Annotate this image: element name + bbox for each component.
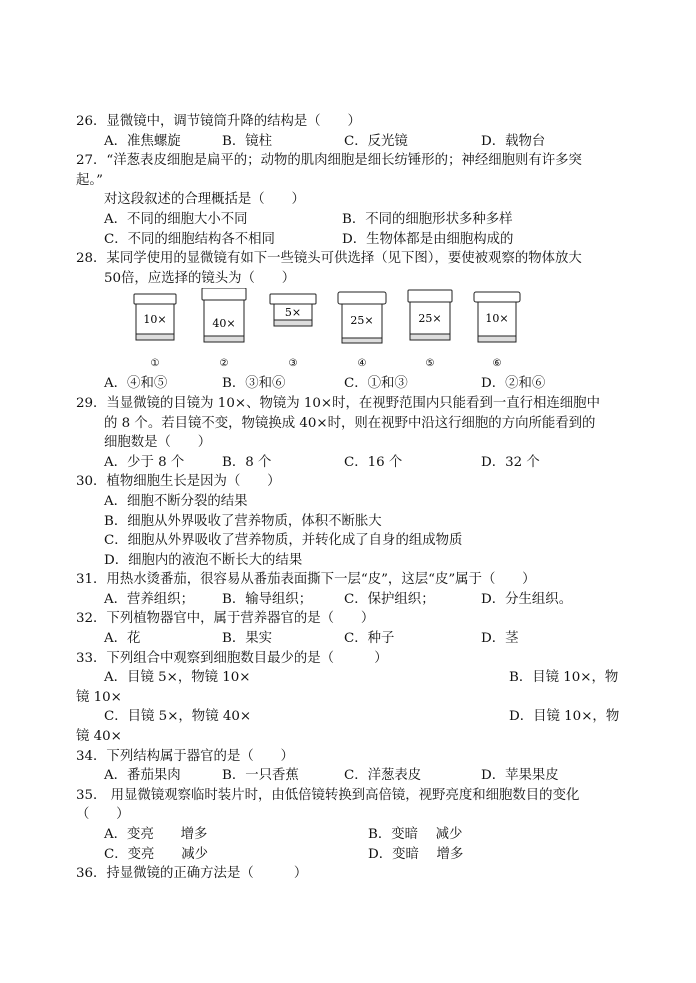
question-35-stem-line1: 35． 用显微镜观察临时装片时，由低倍镜转换到高倍镜，视野亮度和细胞数目的变化 — [76, 787, 580, 803]
q35-option-a: A．变亮 增多 — [104, 827, 208, 842]
question-26-stem: 26．显微镜中，调节镜筒升降的结构是（ ） — [76, 114, 361, 129]
q28-option-c: C．①和③ — [344, 376, 408, 392]
q28-option-b: B．③和⑥ — [222, 376, 286, 392]
question-28-stem-line2: 50倍，应选择的镜头为（ ） — [104, 270, 296, 286]
question-27-stem-line2: 起。” — [76, 172, 103, 188]
q35-option-d: D．变暗 增多 — [368, 846, 464, 862]
q28-option-a: A．④和⑤ — [104, 376, 168, 392]
exam-page — [0, 112, 696, 884]
q29-option-c: C．16 个 — [344, 454, 403, 470]
lens-4-objective — [338, 292, 386, 369]
q31-option-c: C．保护组织； — [344, 591, 435, 607]
lens-figure — [0, 288, 696, 374]
q33-option-c: C．目镜 5×，物镜 40× — [104, 709, 252, 725]
question-28-stem-line1: 28．某同学使用的显微镜有如下一些镜头可供选择（见下图），要使被观察的物体放大 — [76, 251, 582, 267]
lens-5-eyepiece — [408, 290, 452, 369]
q32-option-c: C．种子 — [344, 631, 395, 647]
q33-option-d: D．目镜 10×，物 — [509, 709, 620, 725]
q26-option-b: B．镜柱 — [222, 133, 273, 149]
question-32-stem: 32．下列植物器官中，属于营养器官的是（ ） — [76, 611, 375, 627]
question-30-stem: 30．植物细胞生长是因为（ ） — [76, 474, 281, 490]
question-35-options-row2 — [0, 845, 696, 865]
q34-option-b: B．一只香蕉 — [222, 768, 299, 784]
lens-5-label: 25× — [418, 312, 442, 326]
q31-option-b: B．输导组织； — [222, 591, 313, 607]
q26-option-c: C．反光镜 — [344, 133, 408, 149]
question-27-stem-line1: 27．“洋葱表皮细胞是扁平的；动物的肌肉细胞是细长纺锤形的；神经细胞则有许多突 — [76, 153, 582, 169]
q27-option-b: B．不同的细胞形状多种多样 — [342, 211, 513, 227]
question-27-options-row1 — [0, 210, 696, 230]
lens-4-label: 25× — [350, 314, 374, 328]
q26-option-d: D．载物台 — [481, 133, 546, 149]
q30-option-d: D．细胞内的液泡不断长大的结果 — [104, 552, 303, 568]
lens-6-number: ⑥ — [492, 358, 502, 370]
lens-4-number: ④ — [357, 358, 367, 370]
q34-option-a: A．番茄果肉 — [104, 768, 181, 784]
lens-1-eyepiece — [134, 294, 176, 369]
lens-2-label: 40× — [212, 317, 236, 331]
q27-option-c: C．不同的细胞结构各不相同 — [104, 231, 275, 247]
q30-option-b: B．细胞从外界吸收了营养物质，体积不断胀大 — [104, 513, 382, 529]
question-34-options — [0, 766, 696, 786]
lens-diagram — [120, 288, 540, 374]
question-36-stem: 36．持显微镜的正确方法是（ ） — [76, 866, 308, 882]
question-32-options — [0, 629, 696, 649]
q33-option-b-continued: 镜 10× — [76, 689, 122, 705]
question-26-options — [0, 132, 696, 152]
q29-option-a: A．少于 8 个 — [104, 454, 185, 470]
q34-option-c: C．洋葱表皮 — [344, 768, 422, 784]
q35-option-c: C．变亮 减少 — [104, 846, 208, 862]
q27-option-a: A．不同的细胞大小不同 — [104, 211, 248, 227]
q34-option-d: D．苹果果皮 — [481, 768, 559, 784]
lens-1-number: ① — [150, 358, 160, 370]
q33-option-b: B．目镜 10×，物 — [509, 670, 619, 686]
question-29-options — [0, 453, 696, 473]
q29-option-b: B．8 个 — [222, 454, 272, 470]
question-33-stem: 33．下列组合中观察到细胞数目最少的是（ ） — [76, 650, 388, 666]
question-35-stem-line2: （ ） — [76, 807, 130, 823]
q32-option-a: A．花 — [104, 631, 141, 647]
lens-3-eyepiece — [270, 294, 316, 369]
question-29-stem-line2: 的 8 个。若目镜不变，物镜换成 40×时，则在视野中沿这行细胞的方向所能看到的 — [104, 415, 596, 431]
q26-option-a: A．准焦螺旋 — [104, 133, 181, 149]
lens-2-number: ② — [219, 358, 229, 370]
q29-option-d: D．32 个 — [481, 454, 540, 470]
lens-1-label: 10× — [143, 313, 167, 327]
q32-option-b: B．果实 — [222, 631, 273, 647]
q31-option-a: A．营养组织； — [104, 591, 195, 607]
question-31-options — [0, 590, 696, 610]
q28-option-d: D．②和⑥ — [481, 376, 546, 392]
q33-option-a: A．目镜 5×，物镜 10× — [104, 670, 251, 686]
q27-option-d: D．生物体都是由细胞构成的 — [342, 231, 514, 247]
question-28-options — [0, 374, 696, 394]
lens-6-objective — [474, 292, 520, 369]
question-33-options-row1 — [0, 668, 696, 688]
q30-option-a: A．细胞不断分裂的结果 — [104, 493, 248, 509]
question-29-stem-line3: 细胞数是（ ） — [104, 435, 212, 451]
question-29-stem-line1: 29．当显微镜的目镜为 10×、物镜为 10×时，在视野范围内只能看到一直行相连细胞中 — [76, 395, 600, 411]
question-33-options-row2 — [0, 707, 696, 727]
lens-3-label: 5× — [284, 306, 302, 320]
q31-option-d: D．分生组织。 — [481, 591, 573, 607]
lens-3-number: ③ — [288, 358, 298, 370]
q30-option-c: C．细胞从外界吸收了营养物质，并转化成了自身的组成物质 — [104, 533, 463, 549]
question-27-stem-line3: 对这段叙述的合理概括是（ ） — [104, 192, 305, 208]
q32-option-d: D．茎 — [481, 631, 519, 647]
lens-2-eyepiece — [202, 288, 246, 369]
question-27-options-row2 — [0, 230, 696, 250]
lens-6-label: 10× — [485, 312, 509, 326]
q35-option-b: B．变暗 减少 — [368, 827, 463, 842]
question-34-stem: 34．下列结构属于器官的是（ ） — [76, 748, 294, 764]
q33-option-d-continued: 镜 40× — [76, 729, 122, 745]
question-31-stem: 31．用热水烫番茄，很容易从番茄表面撕下一层“皮”，这层“皮”属于（ ） — [76, 572, 536, 588]
lens-5-number: ⑤ — [425, 358, 435, 370]
question-35-options-row1 — [0, 825, 696, 845]
